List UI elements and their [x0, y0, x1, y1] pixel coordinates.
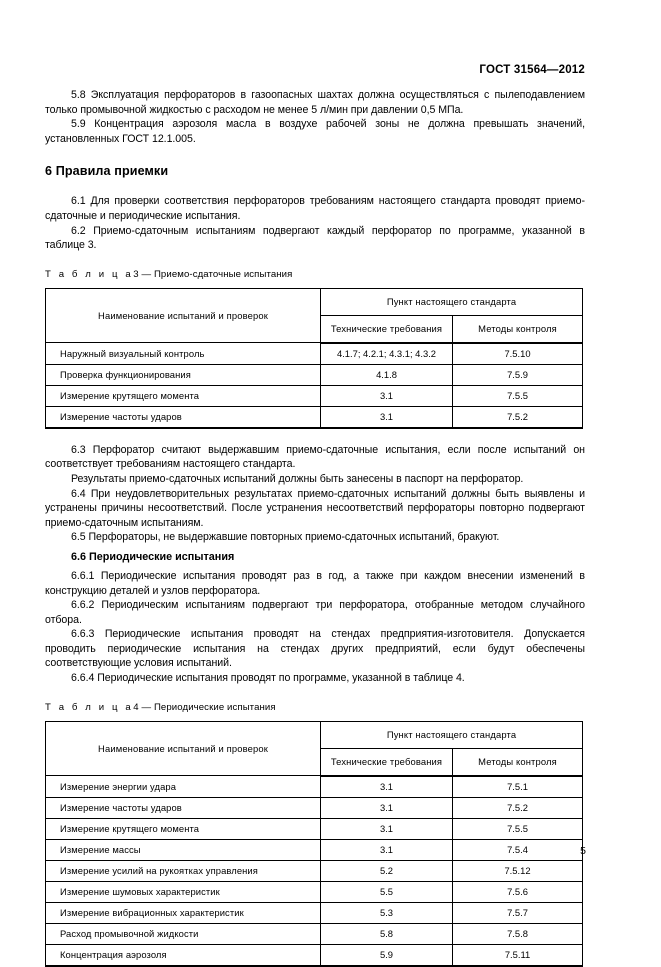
- paragraph-6-1: 6.1 Для проверки соответствия перфораторов требованиям настоящего стандарта проводят приемо-сдаточные и периодические испытания.: [45, 195, 585, 222]
- table-3-row-2-name: Измерение крутящего момента: [46, 385, 321, 406]
- table-4-row-4-req: 5.2: [321, 860, 453, 881]
- table-row: [46, 797, 583, 818]
- table-4-row-8-method: 7.5.11: [453, 944, 583, 966]
- table-row: [46, 902, 583, 923]
- table-4-row-2-method: 7.5.5: [453, 818, 583, 839]
- table-row: [46, 839, 583, 860]
- table-row: [46, 881, 583, 902]
- table-4-row-3-method: 7.5.4: [453, 839, 583, 860]
- table-4-row-1-name: Измерение частоты ударов: [46, 797, 321, 818]
- table-4-row-0-name: Измерение энергии удара: [46, 776, 321, 798]
- table-3-row-1-name: Проверка функционирования: [46, 364, 321, 385]
- table-3-caption: [45, 269, 585, 280]
- table-4-row-3-req: 3.1: [321, 839, 453, 860]
- table-row: [46, 860, 583, 881]
- table-4-header-requirements: Технические требования: [321, 748, 453, 776]
- paragraph-6-6-3: 6.6.3 Периодические испытания проводят на стендах предприятия-изготовителя. Допускается проводить периодические испытания на стендах других предприятий, если будут обеспечены соответствующие условия испытаний.: [45, 628, 585, 670]
- table-row: [46, 288, 583, 315]
- paragraph-6-2: 6.2 Приемо-сдаточным испытаниям подвергают каждый перфоратор по программе, указанной в таблице 3.: [45, 224, 585, 252]
- table-row: [46, 721, 583, 748]
- paragraph-5-8: 5.8 Эксплуатация перфораторов в газоопасных шахтах должна осуществляться с пылеподавлением только промывочной жидкостью с расходом не менее 5 л/мин при давлении 0,5 МПа.: [45, 89, 585, 116]
- table-4-header-name: Наименование испытаний и проверок: [46, 721, 321, 776]
- table-3-header-name: Наименование испытаний и проверок: [46, 288, 321, 343]
- paragraph-5-9: 5.9 Концентрация аэрозоля масла в воздухе рабочей зоны не должна превышать значений, установленных ГОСТ 12.1.005.: [45, 118, 585, 145]
- table-4-row-4-method: 7.5.12: [453, 860, 583, 881]
- paragraph-6-4: 6.4 При неудовлетворительных результатах приемо-сдаточных испытаний должны быть выявлены и устранены причины несоответствий. После устранения несоответствий перфораторы повторно подвергают приемо-сдаточным испытаниям.: [45, 487, 585, 529]
- table-4-header-group: Пункт настоящего стандарта: [321, 721, 583, 748]
- table-4-row-5-name: Измерение шумовых характеристик: [46, 881, 321, 902]
- table-3-row-3-req: 3.1: [321, 406, 453, 428]
- table-3-row-2-req: 3.1: [321, 385, 453, 406]
- table-4-row-7-name: Расход промывочной жидкости: [46, 923, 321, 944]
- table-3-row-0-name: Наружный визуальный контроль: [46, 343, 321, 365]
- table-row: [46, 364, 583, 385]
- table-4-caption: [45, 702, 585, 713]
- spacer: [45, 253, 585, 269]
- page-number: 5: [580, 845, 586, 857]
- table-3-acceptance-tests: [45, 288, 583, 429]
- table-4-caption-word: Т а б л и ц а: [45, 701, 134, 713]
- paragraph-6-5: 6.5 Перфораторы, не выдержавшие повторных приемо-сдаточных испытаний, бракуют.: [71, 531, 500, 544]
- table-row: [46, 406, 583, 428]
- table-4-row-1-method: 7.5.2: [453, 797, 583, 818]
- table-row: [46, 385, 583, 406]
- table-3-row-0-req: 4.1.7; 4.2.1; 4.3.1; 4.3.2: [321, 343, 453, 365]
- table-4-row-6-name: Измерение вибрационных характеристик: [46, 902, 321, 923]
- table-4-row-4-name: Измерение усилий на рукоятках управления: [46, 860, 321, 881]
- table-row: [46, 944, 583, 966]
- table-3-row-3-name: Измерение частоты ударов: [46, 406, 321, 428]
- table-4-row-1-req: 3.1: [321, 797, 453, 818]
- table-4-row-2-name: Измерение крутящего момента: [46, 818, 321, 839]
- table-4-row-6-req: 5.3: [321, 902, 453, 923]
- table-4-row-8-name: Концентрация аэрозоля: [46, 944, 321, 966]
- table-3-row-0-method: 7.5.10: [453, 343, 583, 365]
- paragraph-6-3: 6.3 Перфоратор считают выдержавшим приемо-сдаточные испытания, если после испытаний он соответствует требованиям настоящего стандарта.: [45, 443, 585, 471]
- paragraph-6-3-results: Результаты приемо-сдаточных испытаний должны быть занесены в паспорт на перфоратор.: [71, 472, 524, 485]
- table-3-caption-word: Т а б л и ц а: [45, 268, 134, 280]
- spacer: [45, 280, 585, 288]
- spacer: [45, 178, 585, 194]
- table-3-header-group: Пункт настоящего стандарта: [321, 288, 583, 315]
- table-row: [46, 923, 583, 944]
- table-4-row-0-req: 3.1: [321, 776, 453, 798]
- table-4-header-methods: Методы контроля: [453, 748, 583, 776]
- spacer: [45, 429, 585, 443]
- table-4-row-7-req: 5.8: [321, 923, 453, 944]
- table-4-row-0-method: 7.5.1: [453, 776, 583, 798]
- paragraph-6-6-4: 6.6.4 Периодические испытания проводят по программе, указанной в таблице 4.: [71, 672, 465, 685]
- spacer: [45, 686, 585, 702]
- table-4-caption-rest: 4 — Периодические испытания: [133, 701, 276, 713]
- table-row: [46, 818, 583, 839]
- heading-section-6: 6 Правила приемки: [45, 164, 169, 179]
- spacer: [45, 146, 585, 164]
- table-4-row-3-name: Измерение массы: [46, 839, 321, 860]
- table-4-row-8-req: 5.9: [321, 944, 453, 966]
- table-3-row-1-method: 7.5.9: [453, 364, 583, 385]
- heading-6-6: 6.6 Периодические испытания: [71, 550, 235, 563]
- table-4-row-6-method: 7.5.7: [453, 902, 583, 923]
- running-head-standard-number: ГОСТ 31564—2012: [479, 64, 585, 76]
- paragraph-6-6-1: 6.6.1 Периодические испытания проводят раз в год, а также при каждом внесении изменений в конструкцию деталей и узлов перфоратора.: [45, 569, 585, 597]
- table-3-header-methods: Методы контроля: [453, 315, 583, 343]
- table-3-header-requirements: Технические требования: [321, 315, 453, 343]
- table-3-caption-rest: 3 — Приемо-сдаточные испытания: [133, 268, 293, 280]
- paragraph-6-6-2: 6.6.2 Периодическим испытаниям подвергают три перфоратора, отобранные методом случайного отбора.: [45, 599, 585, 626]
- table-3-row-3-method: 7.5.2: [453, 406, 583, 428]
- table-4-row-7-method: 7.5.8: [453, 923, 583, 944]
- table-4-row-5-req: 5.5: [321, 881, 453, 902]
- page-content: [45, 88, 585, 967]
- table-3-row-1-req: 4.1.8: [321, 364, 453, 385]
- table-3-row-2-method: 7.5.5: [453, 385, 583, 406]
- table-4-row-5-method: 7.5.6: [453, 881, 583, 902]
- table-row: [46, 343, 583, 365]
- table-row: [46, 776, 583, 798]
- spacer: [45, 713, 585, 721]
- table-4-row-2-req: 3.1: [321, 818, 453, 839]
- table-4-periodic-tests: [45, 721, 583, 967]
